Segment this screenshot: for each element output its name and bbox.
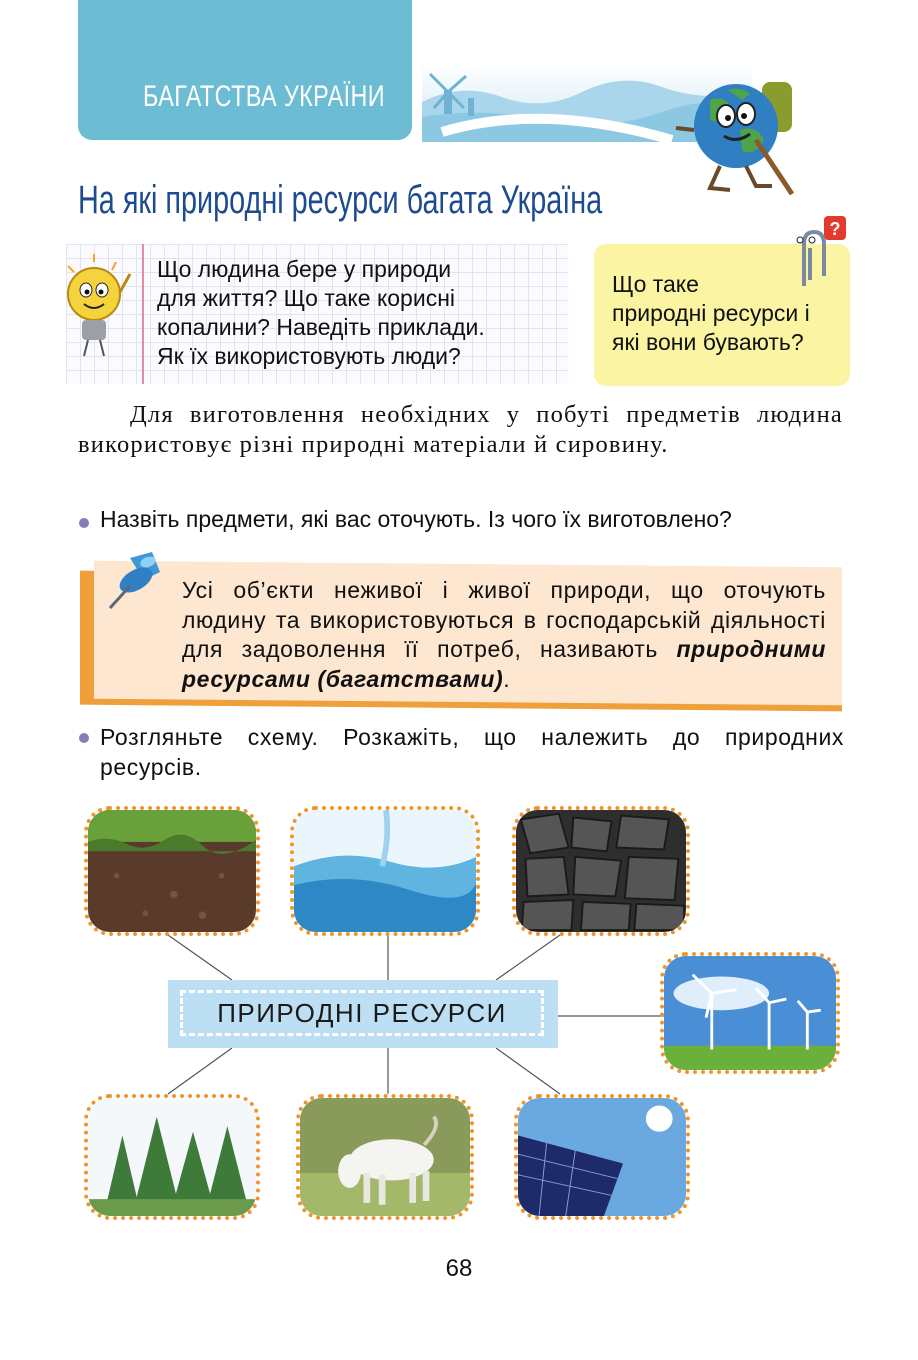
water-image xyxy=(290,806,480,936)
yellow-note-text xyxy=(612,270,852,357)
page-title: На які природні ресурси багата Україна xyxy=(78,178,603,222)
question-line: для життя? Що таке корисні xyxy=(157,285,456,311)
task-2: Розгляньте схему. Розкажіть, що належить до природних ресурсів. xyxy=(100,724,844,780)
definition-body: Усі об’єкти неживої і живої природи, що оточують людину та використовуються в господарській діяльності для задоволення її потреб, називають xyxy=(182,577,826,662)
note-line: природні ресурси і xyxy=(612,300,810,326)
question-line: Як їх використовують люди? xyxy=(157,343,461,369)
question-line: копалини? Наведіть приклади. xyxy=(157,314,485,340)
page-number: 68 xyxy=(445,1255,473,1282)
bullet-dot xyxy=(79,518,89,528)
definition-text xyxy=(182,576,826,694)
soil-image xyxy=(84,806,260,936)
question-text xyxy=(157,255,562,371)
task-1: Назвіть предмети, які вас оточують. Із чого їх виготовлено? xyxy=(100,506,732,532)
solar-panels-image xyxy=(514,1094,690,1220)
definition-end: . xyxy=(503,665,511,692)
question-badge: ? xyxy=(829,219,841,239)
section-tab xyxy=(78,0,412,140)
wind-turbines-image xyxy=(660,952,840,1074)
bullet-dot xyxy=(79,733,89,743)
question-line: Що людина бере у природи xyxy=(157,256,452,282)
coal-image xyxy=(512,806,690,936)
goat-image xyxy=(296,1094,474,1220)
scheme-center-label: ПРИРОДНІ РЕСУРСИ xyxy=(180,990,544,1036)
pushpin-icon xyxy=(100,548,170,618)
globe-mascot xyxy=(670,70,810,200)
note-line: Що таке xyxy=(612,271,699,297)
note-line: які вони бувають? xyxy=(612,329,804,355)
definition-term: природними ресурсами (багатствами) xyxy=(182,636,826,692)
forest-image xyxy=(84,1094,260,1220)
intro-paragraph: Для виготовлення необхідних у побуті предметів людина використовує різні природні матеріали й сировину. xyxy=(78,401,843,458)
section-title: БАГАТСТВА УКРАЇНИ xyxy=(143,80,385,113)
lightbulb-mascot-icon xyxy=(64,252,144,362)
